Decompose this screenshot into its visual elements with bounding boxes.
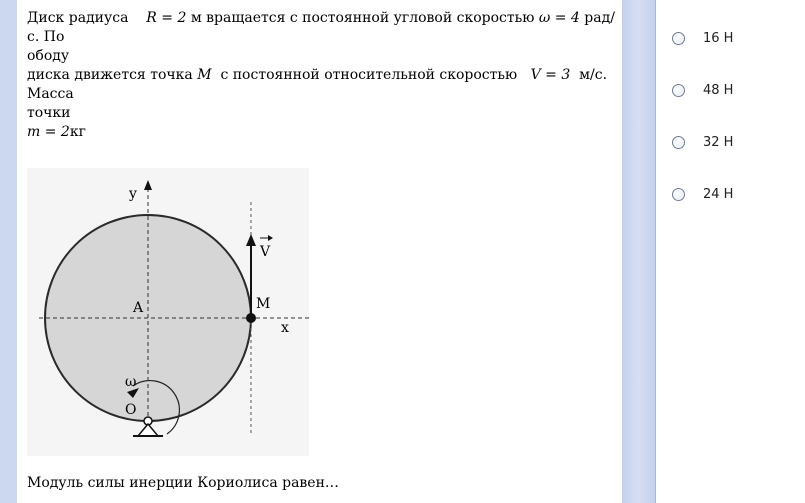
question-prompt: Модуль силы инерции Кориолиса равен… [27, 475, 339, 491]
label-v: V [260, 244, 271, 260]
question-line-5: m = 2кг [27, 124, 86, 140]
question-line-3: диска движется точка M с постоянной относительной скоростью V = 3 м/с. Масса [27, 67, 608, 102]
answers-panel [656, 0, 805, 503]
answer-label[interactable]: 32 Н [703, 134, 734, 150]
answer-option-4[interactable] [672, 184, 733, 204]
answer-label[interactable]: 16 Н [703, 30, 734, 46]
label-o: O [125, 402, 137, 418]
point-m [246, 313, 256, 323]
answer-option-1[interactable] [672, 28, 733, 48]
label-a: A [133, 300, 144, 316]
left-frame-strip [0, 0, 17, 503]
question-line-2: ободу [27, 48, 70, 64]
divider-strip [622, 0, 655, 503]
label-m: M [256, 296, 271, 312]
answer-label[interactable]: 48 Н [703, 82, 734, 98]
radio-button[interactable] [672, 32, 685, 45]
answer-option-2[interactable] [672, 80, 733, 100]
radio-button[interactable] [672, 84, 685, 97]
question-panel [17, 0, 622, 503]
radio-button[interactable] [672, 188, 685, 201]
relative-speed-value: V = 3 [530, 67, 571, 83]
radius-value: R = 2 [146, 10, 187, 26]
angular-speed-value: ω = 4 [538, 10, 580, 26]
label-x: x [281, 320, 289, 336]
question-line-1: Диск радиуса R = 2 м вращается с постоянной угловой скоростью ω = 4 рад/с. По [27, 10, 615, 45]
answer-label[interactable]: 24 Н [703, 186, 734, 202]
answer-option-3[interactable] [672, 132, 733, 152]
label-y: y [129, 186, 137, 202]
label-omega: ω [125, 374, 137, 390]
mass-value: m = 2 [27, 124, 70, 140]
radio-button[interactable] [672, 136, 685, 149]
disk-diagram [27, 168, 309, 456]
question-line-4: точки [27, 105, 71, 121]
point-name: M [197, 67, 212, 83]
question-text [27, 9, 617, 142]
